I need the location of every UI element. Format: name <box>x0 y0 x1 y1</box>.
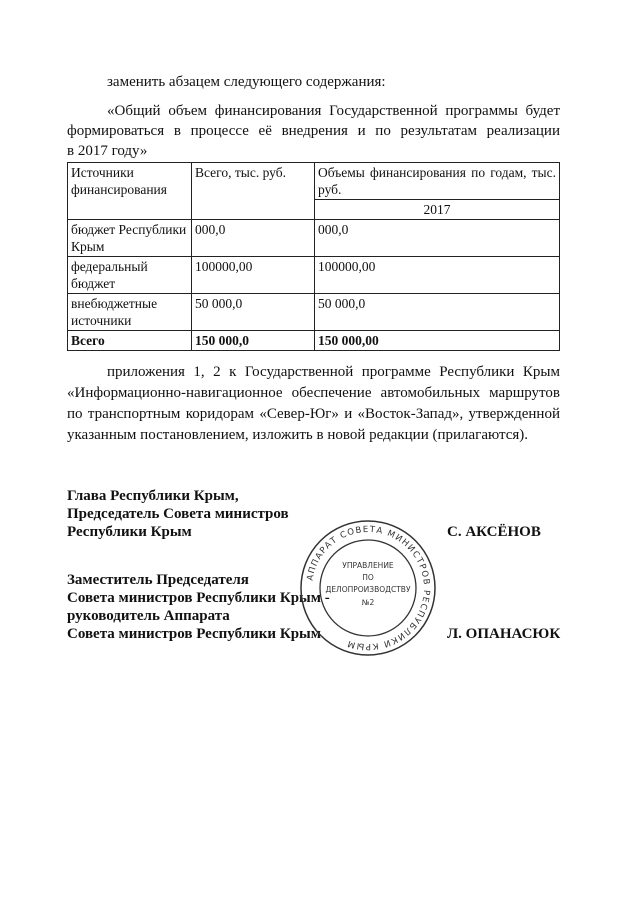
header-year-2017: 2017 <box>315 200 560 220</box>
appendix-line-3: по транспортным коридорам «Север-Юг» и «Восток-Запад», утвержденной <box>67 406 560 422</box>
cell-total: 100000,00 <box>192 257 315 294</box>
official-stamp <box>298 518 438 658</box>
table-row <box>68 294 560 331</box>
stamp-center-2: ПО <box>362 573 374 582</box>
appendix-line-4: указанным постановлением, изложить в новой редакции (прилагаются). <box>67 427 529 443</box>
cell-total: 50 000,0 <box>192 294 315 331</box>
deputy-name: Л. ОПАНАСЮК <box>447 626 561 642</box>
head-name: С. АКСЁНОВ <box>447 524 541 540</box>
cell-source: бюджет Республики Крым <box>68 220 192 257</box>
stamp-center-1: УПРАВЛЕНИЕ <box>342 561 394 570</box>
table-total-row <box>68 331 560 351</box>
cell-source: Всего <box>68 331 192 351</box>
deputy-title-1: Заместитель Председателя <box>67 572 249 588</box>
deputy-title-4: Совета министров Республики Крым <box>67 626 321 642</box>
cell-source: внебюджетные источники <box>68 294 192 331</box>
appendix-line-1: приложения 1, 2 к Государственной программе Республики Крым <box>107 364 560 380</box>
quote-line-1: «Общий объем финансирования Государственной программы будет <box>107 103 560 119</box>
table-row <box>68 220 560 257</box>
cell-2017: 50 000,0 <box>315 294 560 331</box>
head-title-2: Председатель Совета министров <box>67 506 289 522</box>
deputy-title-2: Совета министров Республики Крым - <box>67 590 330 606</box>
intro-line: заменить абзацем следующего содержания: <box>107 74 386 90</box>
stamp-ring-text: АППАРАТ СОВЕТА МИНИСТРОВ РЕСПУБЛИКИ КРЫМ <box>305 524 432 652</box>
deputy-title-3: руководитель Аппарата <box>67 608 230 624</box>
cell-2017: 150 000,00 <box>315 331 560 351</box>
cell-2017: 100000,00 <box>315 257 560 294</box>
quote-line-2: формироваться в процессе её внедрения и по результатам реализации <box>67 123 560 139</box>
stamp-center-3: ДЕЛОПРОИЗВОДСТВУ <box>325 585 411 594</box>
quote-line-3: в 2017 году» <box>67 143 148 159</box>
appendix-line-2: «Информационно-навигационное обеспечение автомобильных маршрутов <box>67 385 560 401</box>
header-total: Всего, тыс. руб. <box>192 163 315 220</box>
head-title-1: Глава Республики Крым, <box>67 488 239 504</box>
cell-total: 150 000,0 <box>192 331 315 351</box>
financing-table <box>67 162 560 351</box>
header-years: Объемы финансирования по годам, тыс. руб. <box>315 163 560 200</box>
cell-total: 000,0 <box>192 220 315 257</box>
cell-2017: 000,0 <box>315 220 560 257</box>
stamp-center-4: №2 <box>361 598 375 607</box>
head-title-3: Республики Крым <box>67 524 192 540</box>
table-row <box>68 257 560 294</box>
header-source: Источники финансирования <box>68 163 192 220</box>
cell-source: федеральный бюджет <box>68 257 192 294</box>
